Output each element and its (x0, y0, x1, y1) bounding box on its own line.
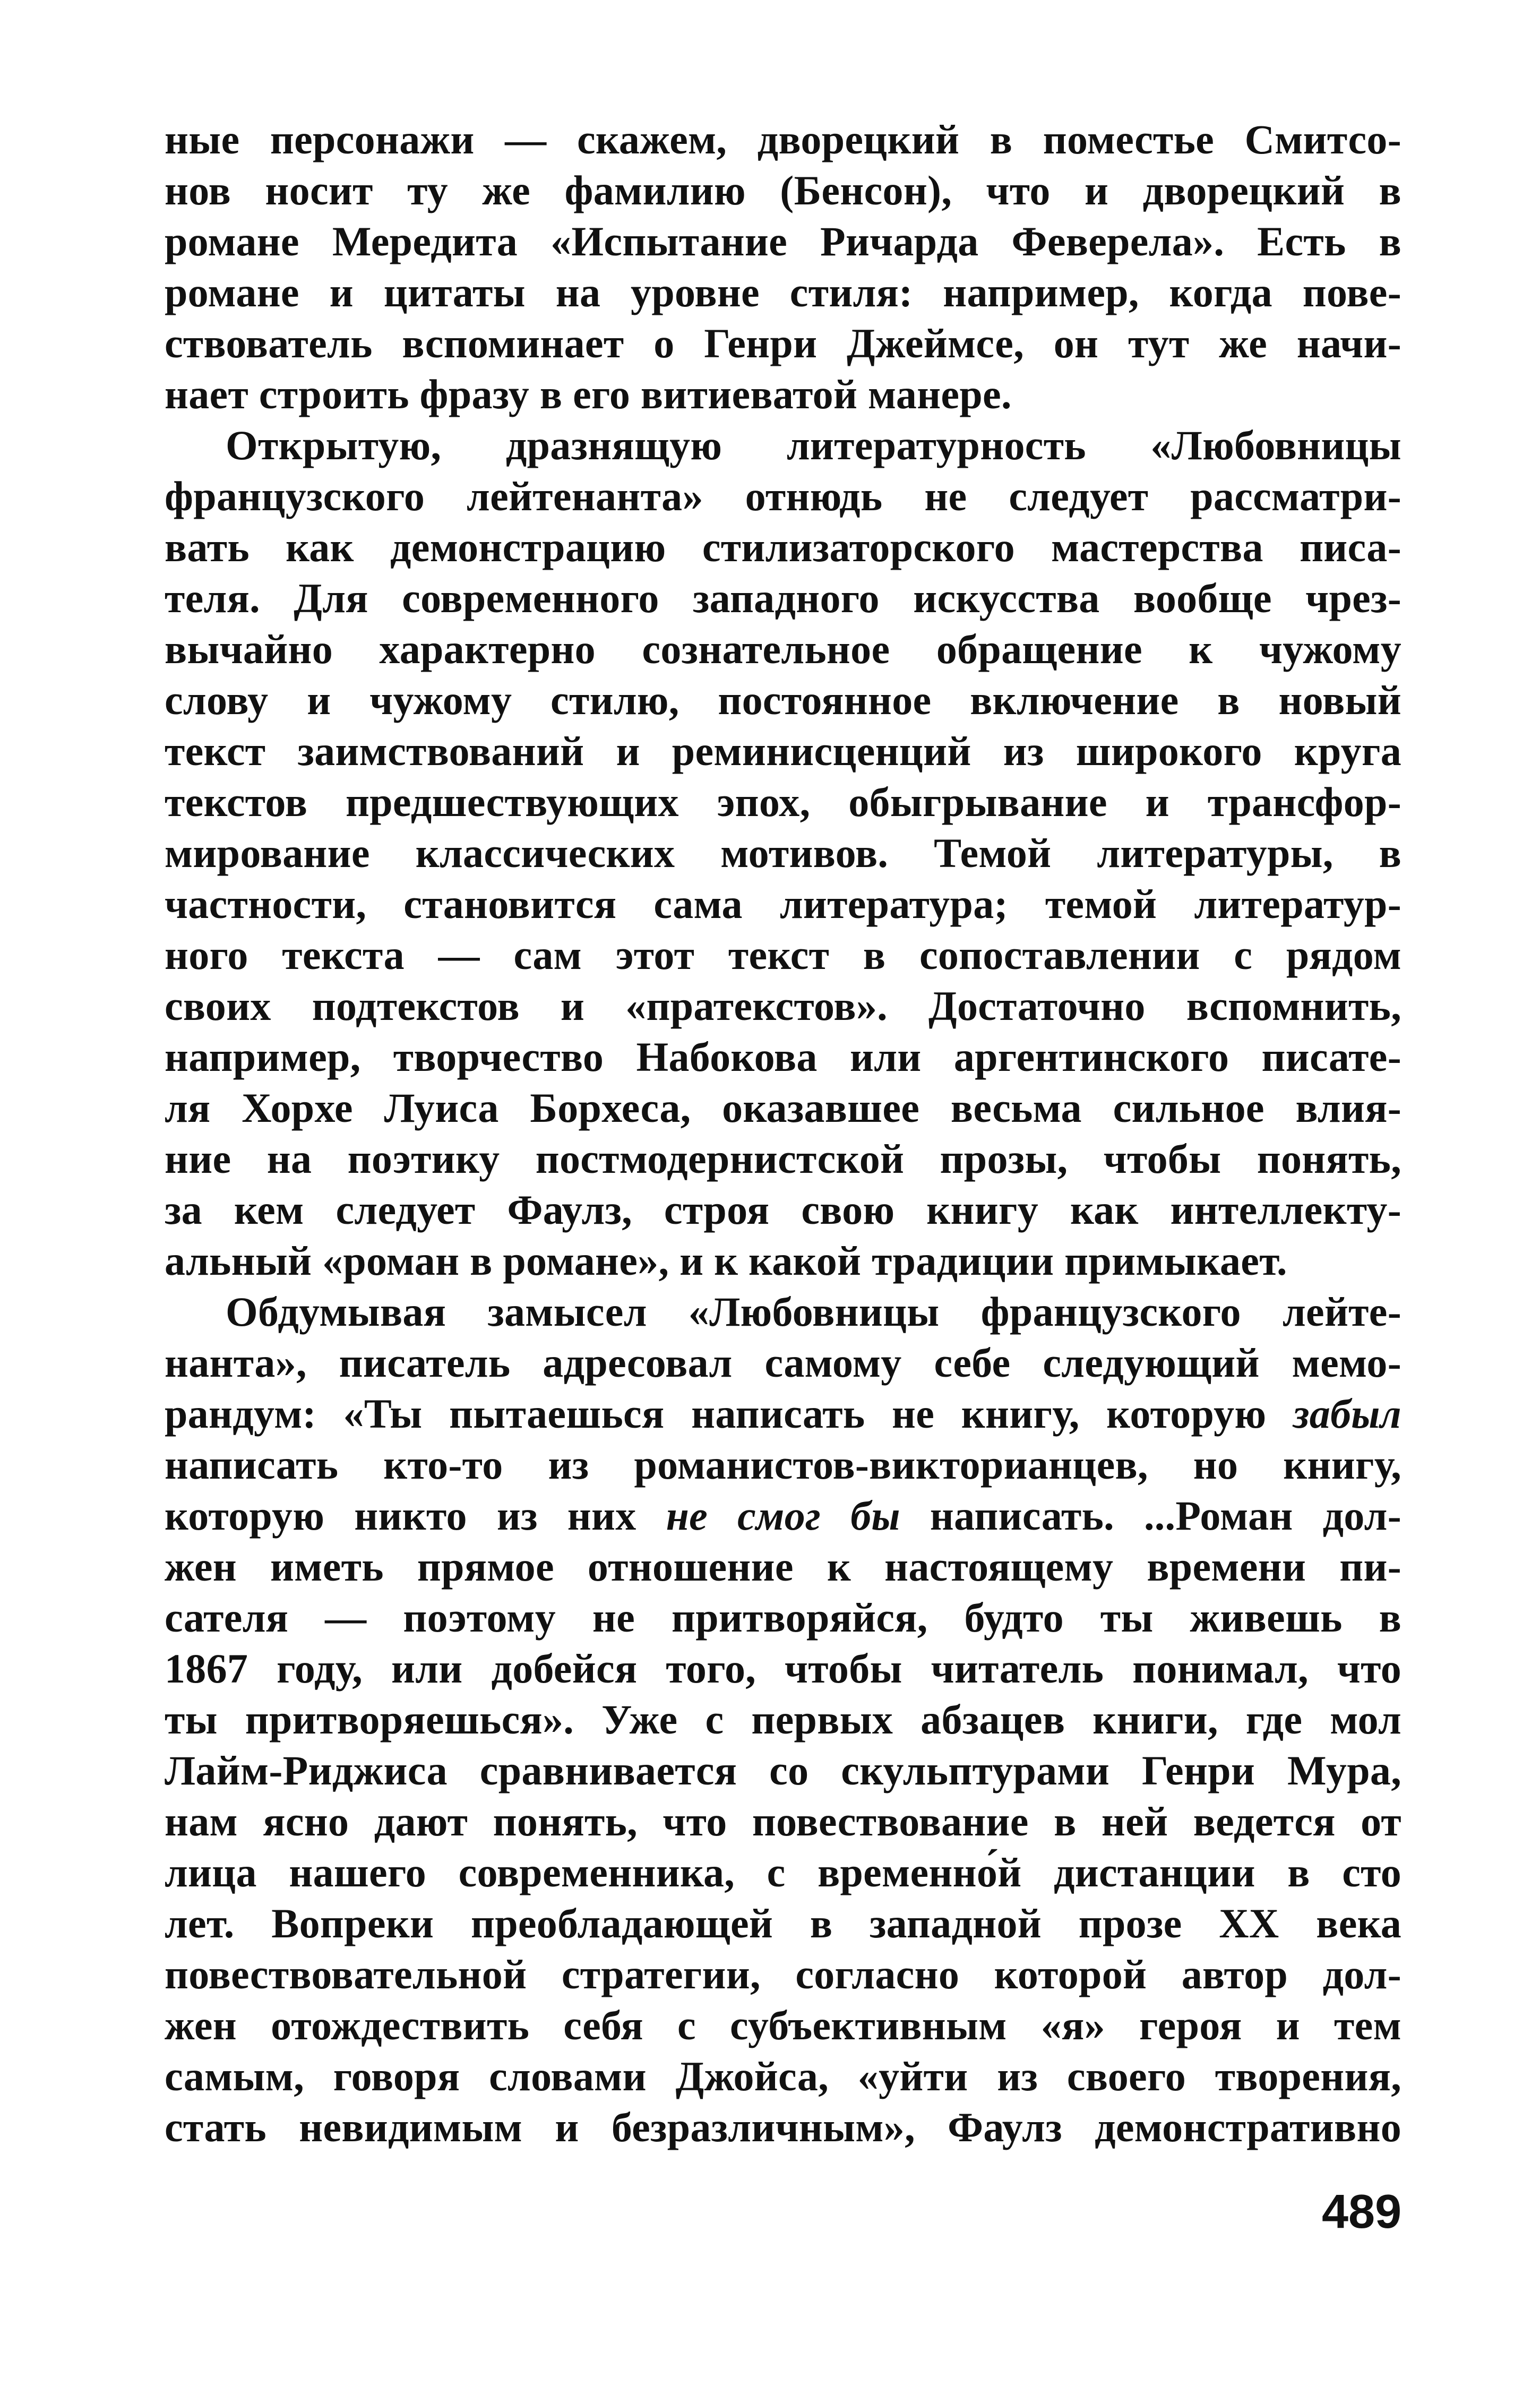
text-segment: самым, говоря словами Джойса, «уйти из своего творения, (165, 2053, 1401, 2099)
text-line (165, 828, 1401, 879)
text-segment: например, творчество Набокова или аргентинского писате- (165, 1034, 1401, 1080)
text-segment: нов носит ту же фамилию (Бенсон), что и дворецкий в (165, 167, 1401, 213)
text-line (165, 981, 1401, 1032)
text-line (165, 1694, 1401, 1745)
text-line (165, 1185, 1401, 1235)
text-segment: 1867 году, или добейся того, чтобы читатель понимал, что (165, 1645, 1401, 1692)
text-line (165, 318, 1401, 369)
text-line (165, 114, 1401, 165)
text-segment: теля. Для современного западного искусства вообще чрез- (165, 575, 1401, 621)
text-segment: мирование классических мотивов. Темой литературы, в (165, 830, 1401, 876)
text-line (165, 1898, 1401, 1949)
text-line (165, 165, 1401, 216)
text-segment: лет. Вопреки преобладающей в западной прозе XX века (165, 1900, 1401, 1946)
italic-text: не смог бы (666, 1492, 900, 1539)
text-segment: стать невидимым и безразличным», Фаулз демонстративно (165, 2104, 1401, 2150)
text-segment: ные персонажи — скажем, дворецкий в поместье Смитсо- (165, 116, 1401, 162)
text-line (165, 1337, 1401, 1388)
body-text (165, 114, 1401, 2153)
text-line (165, 1490, 1401, 1541)
text-segment: написать. ...Роман дол- (900, 1492, 1401, 1539)
text-line (165, 1083, 1401, 1134)
text-segment: ние на поэтику постмодернистской прозы, чтобы понять, (165, 1136, 1401, 1182)
text-line (165, 1134, 1401, 1185)
text-segment: Открытую, дразнящую литературность «Любовницы (226, 422, 1401, 468)
text-line (165, 1235, 1401, 1286)
text-segment: ствователь вспоминает о Генри Джеймсе, он тут же начи- (165, 320, 1401, 366)
text-line (165, 420, 1401, 471)
text-segment: своих подтекстов и «пратекстов». Достаточно вспомнить, (165, 983, 1401, 1029)
text-segment: ного текста — сам этот текст в сопоставлении с рядом (165, 932, 1401, 978)
text-line (165, 1032, 1401, 1083)
italic-text: забыл (1293, 1391, 1401, 1437)
page-number: 489 (1322, 2185, 1402, 2238)
text-segment: написать кто-то из романистов-викторианцев, но книгу, (165, 1441, 1401, 1488)
text-segment: нает строить фразу в его витиеватой манере. (165, 371, 1012, 417)
text-segment: нанта», писатель адресовал самому себе следующий мемо- (165, 1340, 1401, 1386)
text-segment: жен отождествить себя с субъективным «я» героя и тем (165, 2002, 1401, 2048)
text-segment: слову и чужому стилю, постоянное включение в новый (165, 677, 1401, 723)
text-segment: ты притворяешься». Уже с первых абзацев книги, где мол (165, 1696, 1401, 1743)
text-segment: текст заимствований и реминисценций из широкого круга (165, 728, 1401, 774)
text-segment: рандум: «Ты пытаешься написать не книгу, которую (165, 1391, 1293, 1437)
text-segment: сателя — поэтому не притворяйся, будто ты живешь в (165, 1594, 1401, 1641)
text-segment: романе Мередита «Испытание Ричарда Феверела». Есть в (165, 218, 1401, 264)
text-line (165, 1541, 1401, 1592)
text-segment: которую никто из них (165, 1492, 666, 1539)
text-segment: Лайм-Риджиса сравнивается со скульптурами Генри Мура, (165, 1747, 1401, 1793)
text-line (165, 573, 1401, 624)
text-segment: за кем следует Фаулз, строя свою книгу как интеллекту- (165, 1187, 1401, 1233)
text-segment: Обдумывая замысел «Любовницы французского лейте- (226, 1289, 1401, 1335)
text-segment: французского лейтенанта» отнюдь не следует рассматри- (165, 473, 1401, 519)
text-segment: повествовательной стратегии, согласно которой автор дол- (165, 1951, 1401, 1997)
text-line (165, 216, 1401, 267)
text-segment: текстов предшествующих эпох, обыгрывание и трансфор- (165, 779, 1401, 825)
text-segment: нам ясно дают понять, что повествование в ней ведется от (165, 1798, 1401, 1844)
text-line (165, 777, 1401, 828)
text-segment: вычайно характерно сознательное обращение к чужому (165, 626, 1401, 672)
text-line (165, 1949, 1401, 2000)
text-segment: ля Хорхе Луиса Борхеса, оказавшее весьма сильное влия- (165, 1085, 1401, 1131)
text-line (165, 369, 1401, 420)
text-line (165, 1796, 1401, 1847)
text-segment: вать как демонстрацию стилизаторского мастерства писа- (165, 524, 1401, 570)
text-line (165, 2102, 1401, 2153)
text-line (165, 1388, 1401, 1439)
text-line (165, 1286, 1401, 1337)
text-line (165, 1847, 1401, 1898)
text-line (165, 1592, 1401, 1643)
text-segment: лица нашего современника, с временно́й дистанции в сто (165, 1849, 1401, 1895)
text-line (165, 2000, 1401, 2051)
text-segment: частности, становится сама литература; темой литератур- (165, 881, 1401, 927)
text-line (165, 1439, 1401, 1490)
text-line (165, 267, 1401, 318)
text-line (165, 1643, 1401, 1694)
text-segment: жен иметь прямое отношение к настоящему времени пи- (165, 1543, 1401, 1590)
text-line (165, 624, 1401, 675)
text-line (165, 879, 1401, 930)
text-line (165, 471, 1401, 522)
text-line (165, 726, 1401, 777)
text-line (165, 930, 1401, 981)
text-line (165, 675, 1401, 726)
text-segment: романе и цитаты на уровне стиля: например, когда пове- (165, 269, 1401, 315)
text-line (165, 522, 1401, 573)
text-line (165, 1745, 1401, 1796)
text-line (165, 2051, 1401, 2102)
text-segment: альный «роман в романе», и к какой традиции примыкает. (165, 1238, 1287, 1284)
